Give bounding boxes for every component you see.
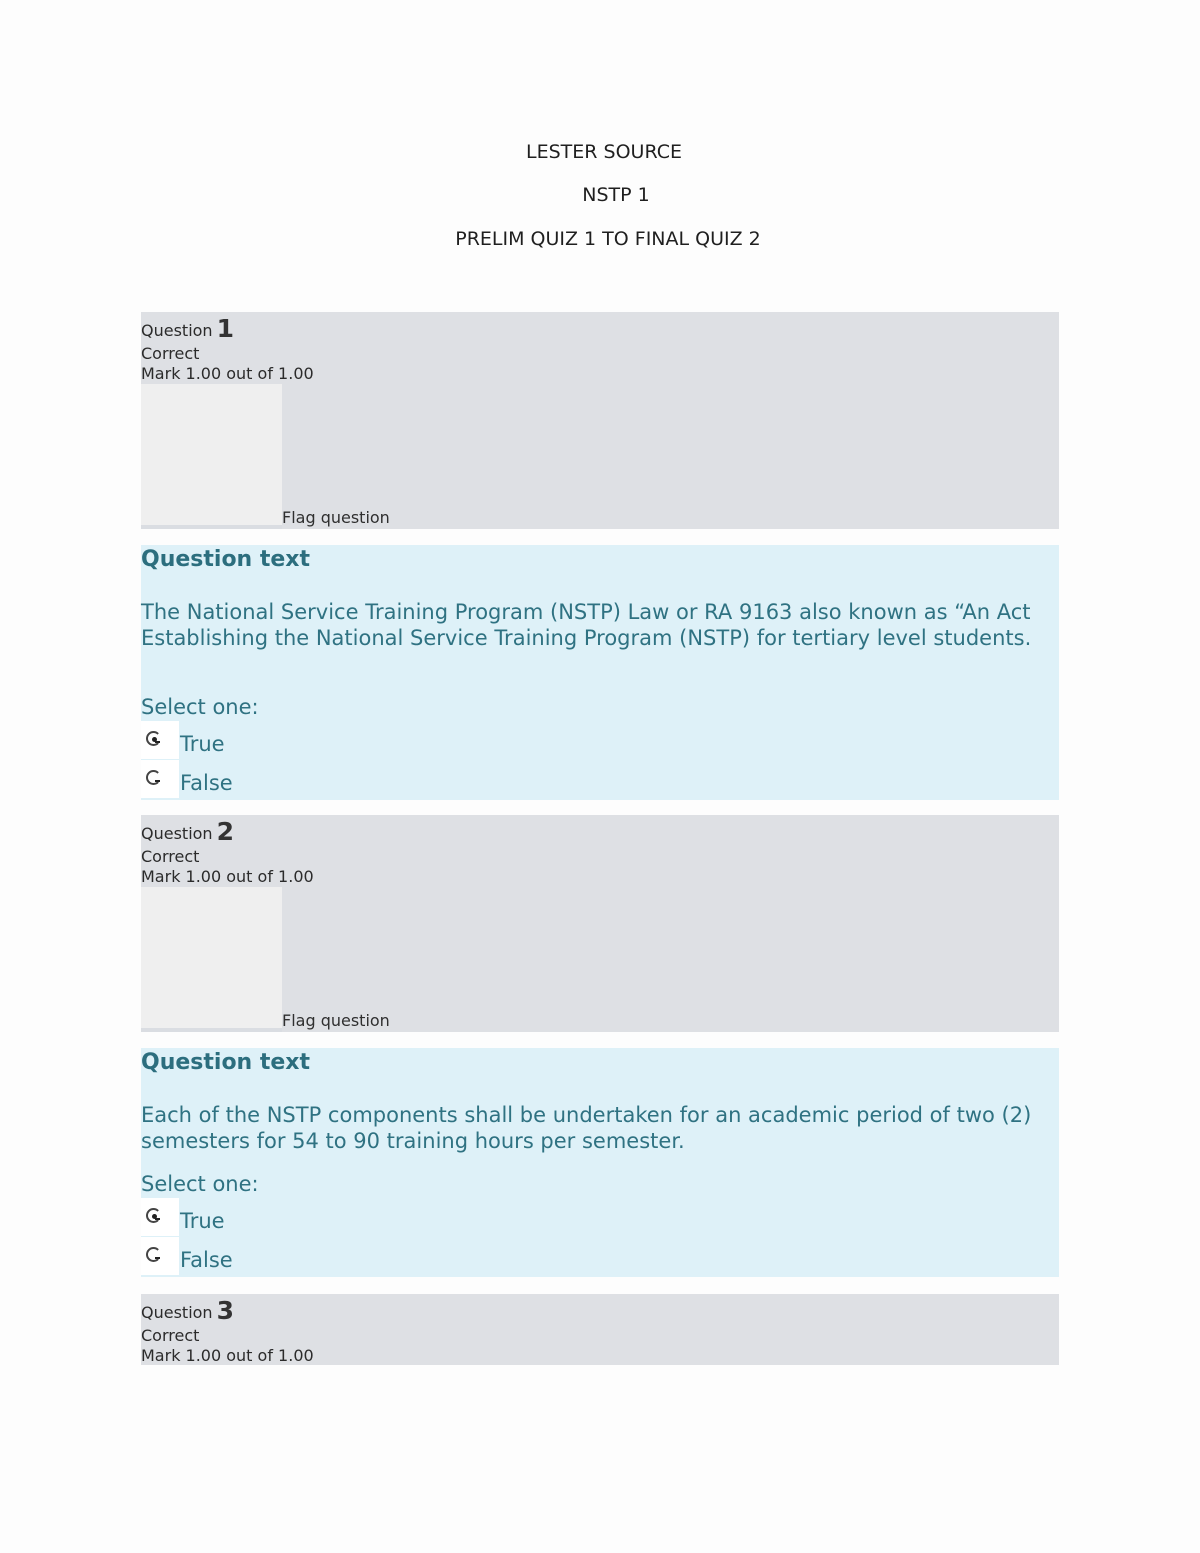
- question-number: 1: [216, 314, 234, 343]
- question-label: Question: [141, 824, 213, 843]
- question-number: 3: [216, 1296, 234, 1325]
- question-content-2: [141, 1048, 1059, 1277]
- question-number-line: [141, 312, 234, 346]
- question-state: Correct: [141, 344, 200, 363]
- question-label: Question: [141, 1303, 213, 1322]
- flag-question-link[interactable]: Flag question: [282, 1011, 390, 1030]
- flag-icon-box[interactable]: [141, 887, 282, 1032]
- question-info-2: [141, 815, 1059, 1032]
- quiz-range: PRELIM QUIZ 1 TO FINAL QUIZ 2: [455, 228, 761, 250]
- radio-button[interactable]: [141, 1237, 179, 1275]
- question-number-line: [141, 815, 234, 849]
- radio-button[interactable]: [141, 760, 179, 798]
- flag-icon-box[interactable]: [141, 384, 282, 529]
- question-grade: Mark 1.00 out of 1.00: [141, 364, 314, 383]
- radio-icon: [146, 1247, 161, 1262]
- question-number-line: [141, 1294, 234, 1328]
- select-one-prompt: Select one:: [141, 695, 259, 719]
- radio-button-checked[interactable]: [141, 721, 179, 759]
- answer-label: True: [180, 1209, 225, 1233]
- flag-question-link[interactable]: Flag question: [282, 508, 390, 527]
- select-one-prompt: Select one:: [141, 1172, 259, 1196]
- document-title: LESTER SOURCE: [526, 141, 682, 163]
- question-text: The National Service Training Program (NSTP) Law or RA 9163 also known as “An Act Establishing the National Service Training Program (NSTP) for tertiary level students.: [141, 600, 1032, 650]
- question-grade: Mark 1.00 out of 1.00: [141, 867, 314, 886]
- answer-label: False: [180, 1248, 233, 1272]
- question-info-3: [141, 1294, 1059, 1365]
- question-content-1: [141, 545, 1059, 800]
- answer-label: False: [180, 771, 233, 795]
- question-number: 2: [216, 817, 234, 846]
- question-grade: Mark 1.00 out of 1.00: [141, 1346, 314, 1365]
- question-label: Question: [141, 321, 213, 340]
- answer-label: True: [180, 732, 225, 756]
- question-info-1: [141, 312, 1059, 529]
- radio-button-checked[interactable]: [141, 1198, 179, 1236]
- radio-icon: [146, 770, 161, 785]
- question-text: Each of the NSTP components shall be undertaken for an academic period of two (2) semesters for 54 to 90 training hours per semester.: [141, 1103, 1032, 1153]
- radio-selected-icon: [146, 1208, 161, 1223]
- question-text-heading: Question text: [141, 547, 311, 572]
- question-state: Correct: [141, 847, 200, 866]
- course-name: NSTP 1: [582, 184, 650, 206]
- radio-selected-icon: [146, 731, 161, 746]
- question-state: Correct: [141, 1326, 200, 1345]
- question-text-heading: Question text: [141, 1050, 311, 1075]
